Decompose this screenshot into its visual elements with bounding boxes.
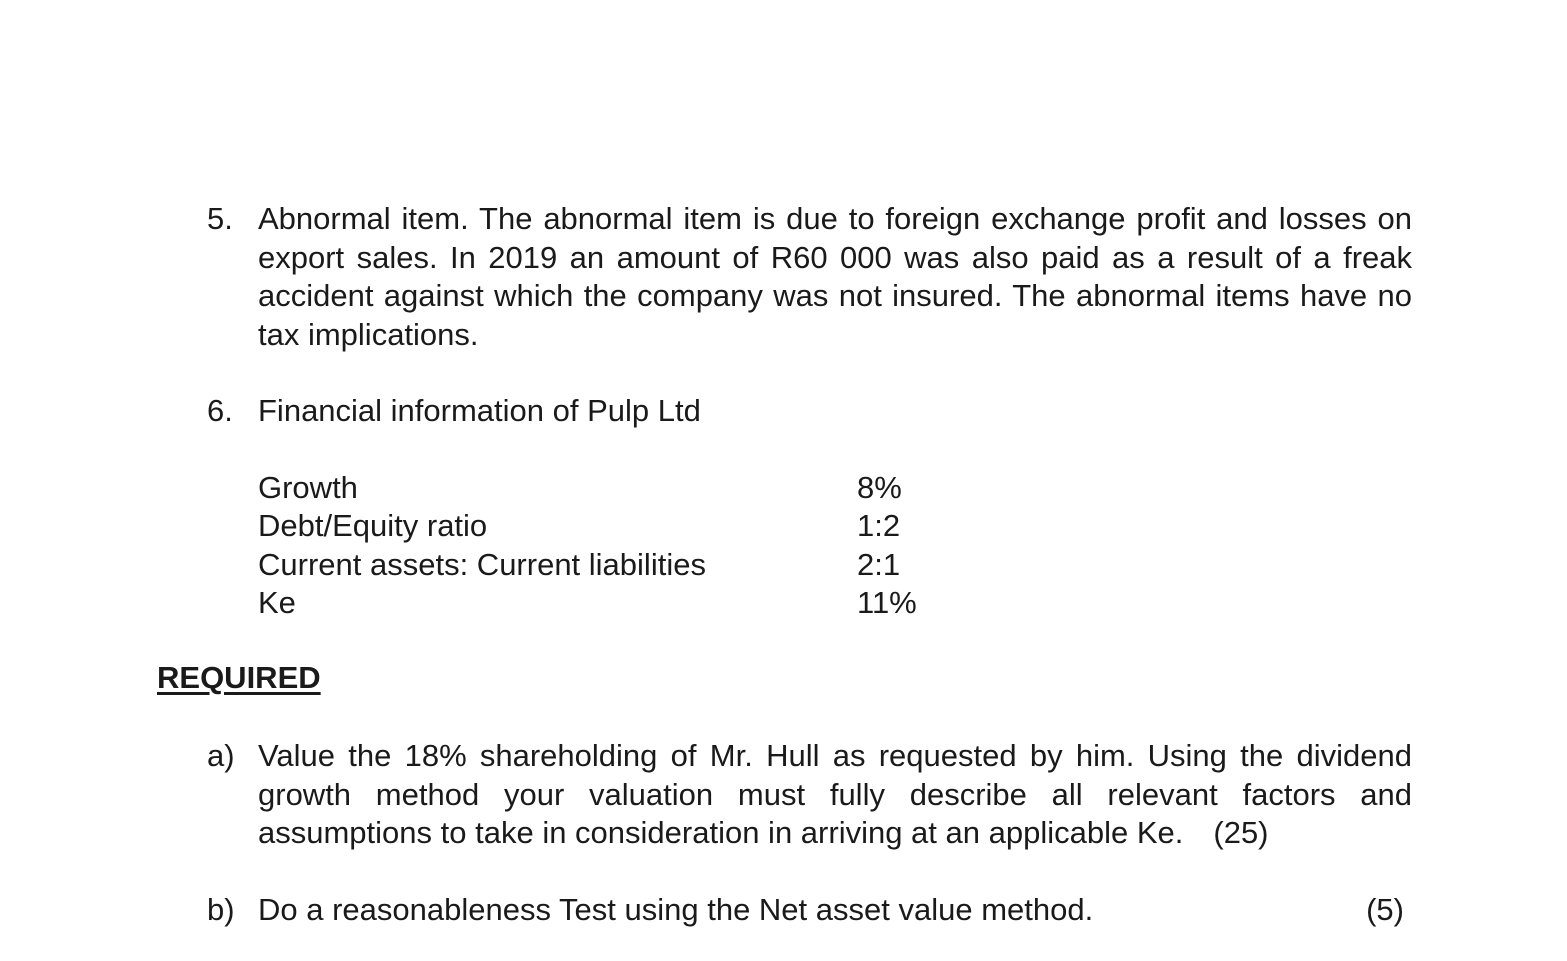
- item-5-number: 5.: [207, 201, 233, 236]
- required-heading: REQUIRED: [157, 660, 321, 695]
- required-item-a: [207, 737, 1412, 853]
- financial-info-label: Ke: [258, 584, 296, 620]
- required-item-a-label: a): [207, 738, 235, 773]
- financial-info-row: [258, 507, 958, 545]
- item-5-abnormal-item: [207, 200, 1412, 354]
- required-item-b-text: Do a reasonableness Test using the Net asset value method.: [258, 892, 1094, 927]
- required-item-b: [207, 891, 1412, 930]
- financial-info-value: 2:1: [857, 546, 901, 582]
- required-item-b-marks: (5): [1366, 892, 1404, 927]
- item-5-text: Abnormal item. The abnormal item is due to foreign exchange profit and losses on export sales. In 2019 an amount of R60 000 was also paid as a result of a freak accident against which the company was not insured. The abnormal items have no tax implications.: [258, 201, 1412, 352]
- required-item-a-body: [258, 737, 1412, 853]
- financial-info-value: 11%: [857, 584, 917, 620]
- required-item-b-label: b): [207, 892, 235, 927]
- required-item-a-text: Value the 18% shareholding of Mr. Hull as requested by him. Using the dividend growth method your valuation must fully describe all relevant factors and assumptions to take in consideration in arriving at an applicable Ke.: [258, 738, 1412, 850]
- financial-info-row: [258, 546, 958, 584]
- financial-info-value: 8%: [857, 470, 902, 505]
- item-6-financial-information: [207, 392, 1412, 431]
- item-6-text: Financial information of Pulp Ltd: [258, 393, 701, 428]
- item-6-number: 6.: [207, 393, 233, 428]
- financial-info-value: 1:2: [857, 508, 901, 544]
- financial-info-label: Current assets: Current liabilities: [258, 546, 706, 582]
- financial-info-row: [258, 584, 958, 622]
- financial-info-label: Debt/Equity ratio: [258, 508, 488, 544]
- financial-info-label: Growth: [258, 470, 358, 505]
- required-item-a-marks: (25): [1213, 815, 1269, 850]
- financial-info-row: [258, 469, 958, 507]
- financial-info-table: [258, 469, 958, 622]
